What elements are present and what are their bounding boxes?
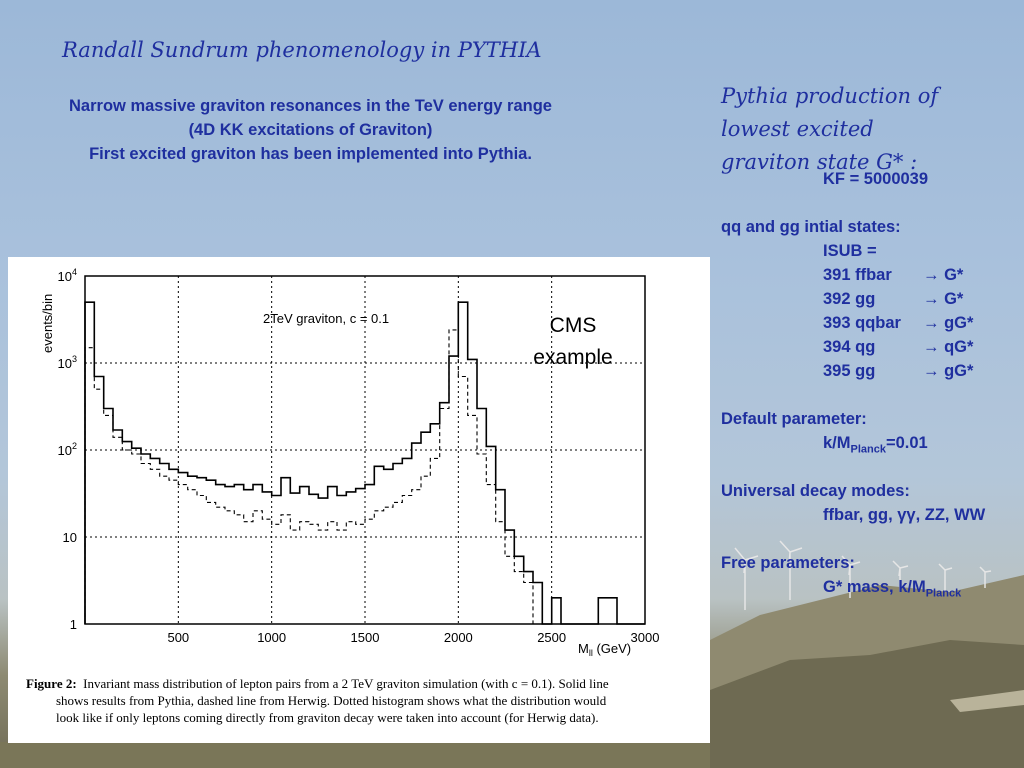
x-tick-label: 2000 [443, 630, 473, 645]
figure-panel [8, 257, 710, 743]
panel-title-line: graviton state G* : [721, 150, 918, 174]
process-393 [721, 311, 1021, 335]
y-tick-label: $10^4$ [57, 267, 77, 284]
arrow-icon: → [923, 266, 940, 284]
process-product: gG* [944, 314, 974, 332]
y-tick-label: 1 [69, 617, 77, 632]
x-tick-label: 1500 [350, 630, 380, 645]
x-tick-label: 3000 [630, 630, 660, 645]
process-product: G* [944, 290, 964, 308]
caption-label: Figure 2: [26, 676, 77, 691]
right-panel [721, 80, 1021, 599]
process-product: gG* [944, 362, 974, 380]
intro-line: First excited graviton has been implemented into Pythia. [89, 145, 532, 163]
y-axis-label: events/bin [40, 293, 55, 353]
arrow-icon: → [923, 290, 940, 308]
default-parameter-heading: Default parameter: [721, 410, 867, 428]
chart-annotation: 2TeV graviton, c = 0.1 [263, 311, 390, 326]
caption-text: Invariant mass distribution of lepton pairs from a 2 TeV graviton simulation (with c = 0.1). Solid line [83, 676, 609, 691]
initial-states-heading: qq and gg intial states: [721, 218, 901, 236]
process-product: qG* [944, 338, 974, 356]
cms-example-line: example [533, 346, 613, 369]
intro-line: (4D KK excitations of Graviton) [188, 121, 433, 139]
process-code: 391 ffbar [823, 266, 892, 284]
panel-title-line: lowest excited [721, 117, 874, 141]
slide-title: Randall Sundrum phenomenology in PYTHIA [62, 38, 542, 62]
x-axis-label: $M_{ll}$ (GeV) [578, 641, 632, 658]
x-tick-label: 2500 [537, 630, 567, 645]
process-395 [721, 359, 1021, 383]
process-392 [721, 287, 1021, 311]
x-tick-label: 500 [167, 630, 190, 645]
intro-line: Narrow massive graviton resonances in the TeV energy range [69, 97, 552, 115]
y-tick-label: $10^2$ [57, 441, 77, 458]
kf-code: KF = 5000039 [823, 170, 929, 188]
panel-title-line: Pythia production of [721, 84, 939, 108]
process-code: 392 gg [823, 290, 876, 308]
process-394 [721, 335, 1021, 359]
process-product: G* [944, 266, 964, 284]
mass-distribution-chart [8, 257, 710, 667]
decay-modes-list: ffbar, gg, γγ, ZZ, WW [823, 506, 986, 524]
process-code: 395 gg [823, 362, 876, 380]
free-parameters-heading: Free parameters: [721, 554, 855, 572]
isub-label: ISUB = [823, 242, 877, 260]
free-parameters-list: G* mass, $k/M_{Planck}$ [823, 578, 962, 600]
arrow-icon: → [923, 314, 940, 332]
process-code: 393 qqbar [823, 314, 901, 332]
decay-modes-heading: Universal decay modes: [721, 482, 910, 500]
x-tick-label: 1000 [257, 630, 287, 645]
arrow-icon: → [923, 338, 940, 356]
figure-caption [26, 675, 702, 726]
y-tick-label: 10 [62, 530, 77, 545]
caption-text: shows results from Pythia, dashed line from Herwig. Dotted histogram shows what the distribution would [56, 693, 607, 708]
process-391 [721, 263, 1021, 287]
intro-text [18, 94, 603, 166]
caption-text: look like if only leptons coming directly from graviton decay were taken into account (for Herwig data). [56, 710, 599, 725]
arrow-icon: → [923, 362, 940, 380]
process-code: 394 qg [823, 338, 876, 356]
default-parameter-value: $k/M_{Planck}=0.01$ [823, 434, 928, 456]
cms-example-line: CMS [549, 314, 597, 337]
y-tick-label: $10^3$ [57, 354, 77, 371]
